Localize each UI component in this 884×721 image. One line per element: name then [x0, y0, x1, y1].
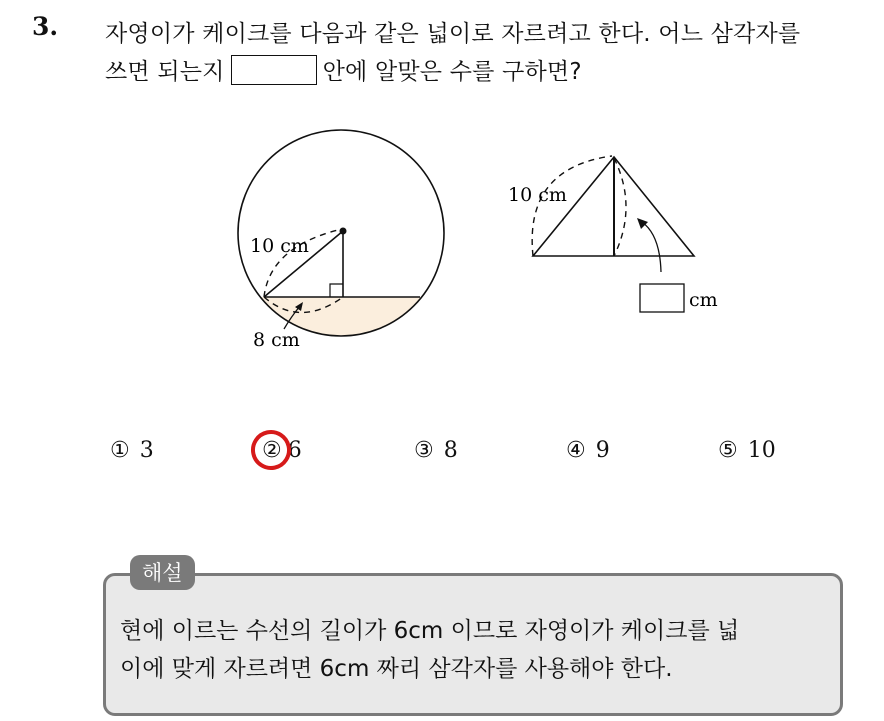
question-text-after-blank: 안에 알맞은 수를 구하면? [322, 59, 582, 85]
choice-5-value: 10 [747, 438, 776, 463]
question-text-before-blank: 쓰면 되는지 [105, 59, 225, 85]
height-pointer-arrow [642, 222, 661, 272]
choice-1-mark: ① [110, 438, 130, 463]
solution-tag: 해설 [130, 555, 195, 590]
circle-cake-figure [230, 130, 460, 357]
label-unit-cm: cm [689, 289, 718, 311]
choice-3[interactable] [414, 438, 458, 463]
choice-1-value: 3 [139, 438, 154, 463]
label-radius-10cm: 10 cm [250, 235, 309, 257]
answer-choices [0, 438, 884, 478]
question-number: 3. [32, 12, 59, 41]
height-dashed-arc [614, 158, 626, 256]
choice-5-mark: ⑤ [718, 438, 738, 463]
choice-4[interactable] [566, 438, 610, 463]
side-dashed-arc [532, 156, 612, 256]
height-pointer-arrowhead [637, 218, 648, 229]
choice-3-mark: ③ [414, 438, 434, 463]
label-side-10cm: 10 cm [508, 184, 567, 206]
choice-2-value: 6 [287, 438, 302, 463]
triangle-ruler-figure [508, 156, 718, 312]
height-answer-box [640, 284, 684, 312]
choice-3-value: 8 [443, 438, 458, 463]
label-chord-8cm: 8 cm [253, 329, 300, 351]
choice-2-mark: ② [262, 438, 282, 463]
choice-5[interactable] [718, 438, 776, 463]
solution-text-line2: 이에 맞게 자르려면 6cm 짜리 삼각자를 사용해야 한다. [120, 656, 673, 682]
choice-4-mark: ④ [566, 438, 586, 463]
center-point [340, 228, 347, 235]
solution-text-line1: 현에 이르는 수선의 길이가 6cm 이므로 자영이가 케이크를 넓 [120, 618, 740, 644]
right-angle-mark [330, 284, 343, 297]
choice-4-value: 9 [595, 438, 610, 463]
question-text-line1: 자영이가 케이크를 다음과 같은 넓이로 자르려고 한다. 어느 삼각자를 [105, 21, 801, 47]
choice-1[interactable] [110, 438, 154, 463]
